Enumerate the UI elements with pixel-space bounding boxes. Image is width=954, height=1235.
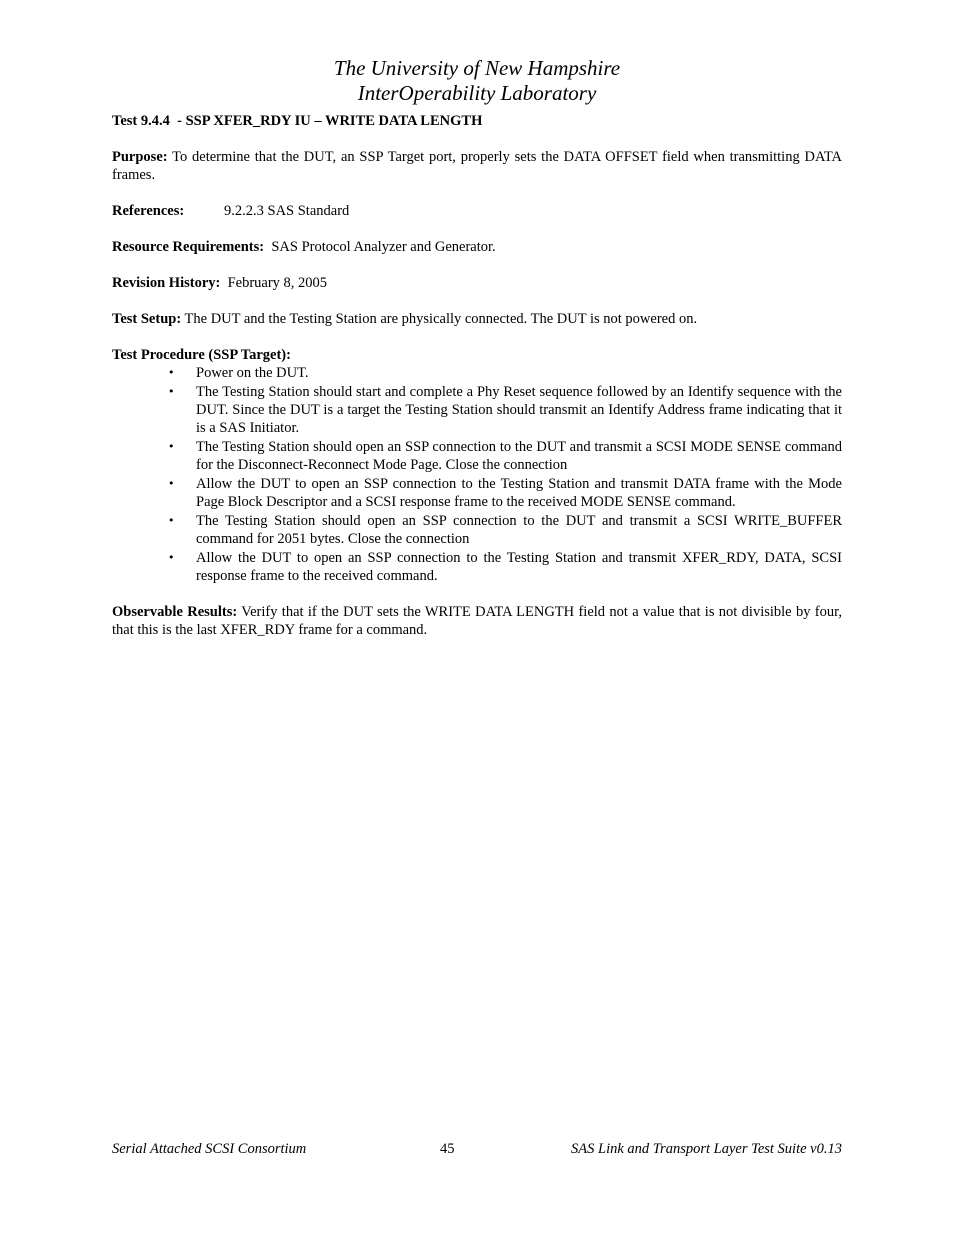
revision-label: Revision History: bbox=[112, 275, 221, 291]
page-header bbox=[0, 56, 954, 106]
procedure-step-text: The Testing Station should open an SSP connection to the DUT and transmit a SCSI WRITE_BUFFER command for 2051 bytes. Close the connection bbox=[196, 513, 842, 547]
procedure-title: Test Procedure (SSP Target): bbox=[112, 347, 291, 363]
resources-section bbox=[112, 238, 842, 256]
results-label: Observable Results: bbox=[112, 604, 238, 620]
test-title: Test 9.4.4 - SSP XFER_RDY IU – WRITE DATA LENGTH bbox=[112, 113, 483, 129]
header-laboratory: InterOperability Laboratory bbox=[357, 81, 597, 105]
header-university: The University of New Hampshire bbox=[333, 56, 621, 80]
procedure-step-text: The Testing Station should start and complete a Phy Reset sequence followed by an Identify sequence with the DUT. Since the DUT is a target the Testing Station should transmit an Identify Address frame indicating that it is a SAS Initiator. bbox=[196, 384, 842, 436]
bullet-icon: • bbox=[168, 440, 175, 453]
revision-text: February 8, 2005 bbox=[220, 275, 328, 291]
page-footer bbox=[112, 1140, 842, 1160]
procedure-step-text: Allow the DUT to open an SSP connection to the Testing Station and transmit DATA frame with the Mode Page Block Descriptor and a SCSI response frame to the received MODE SENSE command. bbox=[196, 476, 842, 510]
bullet-icon: • bbox=[168, 514, 175, 527]
document-body bbox=[112, 112, 842, 657]
resources-text: SAS Protocol Analyzer and Generator. bbox=[264, 239, 496, 255]
footer-suite-title: SAS Link and Transport Layer Test Suite v0.13 bbox=[571, 1141, 842, 1157]
references-section bbox=[112, 202, 842, 220]
results-text: Verify that if the DUT sets the WRITE DATA LENGTH field not a value that is not divisible by four, that this is the last XFER_RDY frame for a command. bbox=[112, 604, 842, 638]
bullet-icon: • bbox=[168, 385, 175, 398]
references-text: 9.2.2.3 SAS Standard bbox=[224, 203, 350, 219]
procedure-step bbox=[112, 475, 842, 511]
revision-section bbox=[112, 274, 842, 292]
procedure-step-text: The Testing Station should open an SSP connection to the DUT and transmit a SCSI MODE SENSE command for the Disconnect-Reconnect Mode Page. Close the connection bbox=[196, 439, 842, 473]
footer-consortium: Serial Attached SCSI Consortium bbox=[112, 1141, 307, 1157]
purpose-section bbox=[112, 148, 842, 184]
page-number: 45 bbox=[440, 1141, 455, 1157]
setup-label: Test Setup: bbox=[112, 311, 182, 327]
bullet-icon: • bbox=[168, 366, 175, 379]
procedure-step-text: Power on the DUT. bbox=[196, 365, 309, 381]
setup-section bbox=[112, 310, 842, 328]
procedure-step bbox=[112, 549, 842, 585]
resources-label: Resource Requirements: bbox=[112, 239, 265, 255]
purpose-text: To determine that the DUT, an SSP Target port, properly sets the DATA OFFSET field when transmitting DATA frames. bbox=[112, 149, 842, 183]
procedure-step bbox=[112, 512, 842, 548]
bullet-icon: • bbox=[168, 477, 175, 490]
procedure-step-text: Allow the DUT to open an SSP connection to the Testing Station and transmit XFER_RDY, DATA, SCSI response frame to the received command. bbox=[196, 550, 842, 584]
procedure-step bbox=[112, 438, 842, 474]
bullet-icon: • bbox=[168, 551, 175, 564]
setup-text: The DUT and the Testing Station are physically connected. The DUT is not powered on. bbox=[181, 311, 698, 327]
procedure-step bbox=[112, 364, 842, 382]
results-section bbox=[112, 603, 842, 639]
procedure-step bbox=[112, 383, 842, 437]
references-label: References: bbox=[112, 203, 185, 219]
procedure-steps bbox=[112, 364, 842, 585]
purpose-label: Purpose: bbox=[112, 149, 168, 165]
